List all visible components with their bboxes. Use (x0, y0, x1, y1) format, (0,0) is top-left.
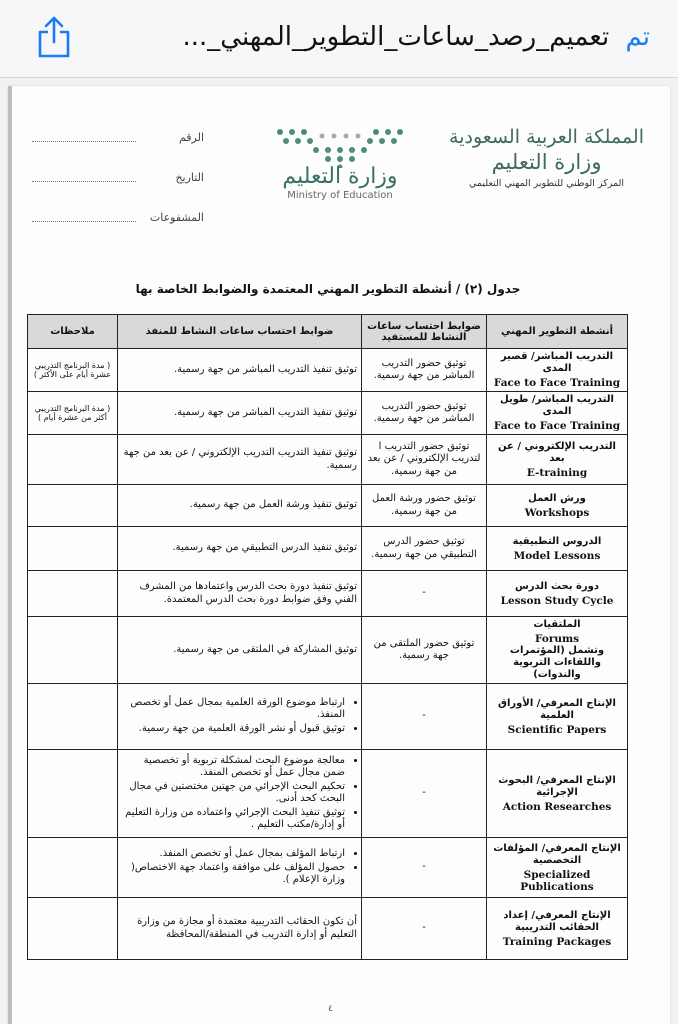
list-item: • توثيق تنفيذ البحث الإجرائي واعتماده من وزارة التعليم أو إدارة/مكتب التعليم . (122, 807, 345, 831)
notes-cell (28, 898, 118, 960)
beneficiary-cell: توثيق حضور التدريب المباشر من جهة رسمية. (362, 392, 487, 435)
document-title-bar (90, 22, 650, 52)
activity-arabic: الدروس التطبيقية (512, 535, 602, 547)
header-activity: أنشطة التطوير المهني (487, 315, 628, 349)
notes-cell: ( مدة البرنامج التدريبي أكثر من عشرة أيام ) (28, 392, 118, 435)
activity-english: Forums (534, 633, 580, 645)
executor-cell: توثيق تنفيذ الدرس التطبيقي من جهة رسمية. (118, 527, 362, 571)
table-row (28, 485, 628, 527)
activity-cell (487, 485, 628, 527)
beneficiary-cell: - (362, 838, 487, 898)
number-label: الرقم (178, 130, 204, 144)
attachments-field (32, 206, 204, 228)
activity-english: Training Packages (502, 935, 612, 948)
date-label: التاريخ (175, 170, 204, 184)
activity-arabic: الإنتاج المعرفي/ الأوراق العلمية (498, 697, 616, 721)
executor-cell: توثيق تنفيذ التدريب التدريب الإلكتروني / عن بعد من جهة رسمية. (118, 435, 362, 485)
activity-cell (487, 571, 628, 617)
done-button[interactable]: تم (625, 22, 650, 52)
notes-cell: ( مدة البرنامج التدريبي عشرة أيام على الأكثر ) (28, 349, 118, 392)
document-title: تعميم_رصد_ساعات_التطوير_المهني_... (182, 22, 610, 52)
executor-cell: توثيق تنفيذ دورة بحث الدرس واعتمادها من المشرف الفني وفق ضوابط دورة بحث الدرس المعتمدة. (118, 571, 362, 617)
table-row (28, 898, 628, 960)
activity-cell (487, 527, 628, 571)
activity-english: Workshops (524, 506, 590, 519)
executor-cell: توثيق تنفيذ التدريب المباشر من جهة رسمية. (118, 349, 362, 392)
notes-cell (28, 527, 118, 571)
date-field (32, 166, 204, 188)
list-item: • توثيق قبول أو نشر الورقة العلمية من جهة رسمية. (122, 723, 345, 735)
table-row (28, 571, 628, 617)
activity-english: Specialized Publications (520, 868, 594, 893)
list-item: • ارتباط موضوع الورقة العلمية بمجال عمل أو تخصص المنفذ. (122, 697, 345, 721)
notes-cell (28, 750, 118, 838)
table-row (28, 750, 628, 838)
number-field (32, 126, 204, 148)
activity-arabic: الإنتاج المعرفي/ البحوث الإجرائية (498, 774, 616, 798)
list-item: • ارتباط المؤلف بمجال عمل أو تخصص المنفذ. (122, 848, 345, 860)
executor-cell (118, 750, 362, 838)
executor-cell: توثيق تنفيذ التدريب المباشر من جهة رسمية. (118, 392, 362, 435)
activity-cell (487, 392, 628, 435)
activity-english: Scientific Papers (507, 723, 607, 736)
notes-cell (28, 435, 118, 485)
activity-arabic: التدريب المباشر/ قصير المدى (500, 351, 614, 374)
dotted-line (32, 132, 136, 142)
table-row (28, 392, 628, 435)
ministry-logo (230, 126, 450, 236)
executor-cell: أن تكون الحقائب التدريبية معتمدة أو مجازة من وزارة التعليم أو إدارة التدريب في المنطقة/المحافظة (118, 898, 362, 960)
page-number: ٤ (328, 1004, 333, 1014)
share-icon (34, 14, 74, 60)
executor-cell: توثيق المشاركة في الملتقى من جهة رسمية. (118, 617, 362, 684)
beneficiary-cell: توثيق حضور الملتقى من جهة رسمية. (362, 617, 487, 684)
activity-english: Model Lessons (513, 549, 601, 562)
activity-english: E-training (526, 466, 588, 479)
table-row (28, 527, 628, 571)
activity-arabic: التدريب الإلكتروني / عن بعد (498, 440, 616, 464)
share-button[interactable] (34, 14, 74, 60)
kingdom-name: المملكة العربية السعودية (449, 126, 644, 148)
activity-arabic-note: وتشمل (المؤتمرات واللقاءات التربوية والندوات) (509, 645, 605, 680)
activities-table (27, 314, 628, 960)
beneficiary-cell: توثيق حضور ورشة العمل من جهة رسمية. (362, 485, 487, 527)
activity-cell (487, 435, 628, 485)
beneficiary-cell: توثيق حضور التدريب المباشر من جهة رسمية. (362, 349, 487, 392)
activity-arabic: الإنتاج المعرفي/ إعداد الحقائب التدريبية (503, 909, 611, 933)
activity-english: Action Researches (502, 800, 612, 813)
activity-arabic: دورة بحث الدرس (514, 580, 600, 592)
reference-fields (32, 126, 204, 246)
dotted-line (32, 172, 136, 182)
executor-cell (118, 684, 362, 750)
viewer-toolbar (0, 0, 678, 78)
table-row (28, 349, 628, 392)
beneficiary-cell: توثيق حضور الدرس التطبيقي من جهة رسمية. (362, 527, 487, 571)
notes-cell (28, 617, 118, 684)
header-executor: ضوابط احتساب ساعات النشاط للمنفذ (118, 315, 362, 349)
attachments-label: المشفوعات (149, 210, 204, 224)
activity-cell (487, 617, 628, 684)
executor-list (122, 697, 357, 735)
notes-cell (28, 485, 118, 527)
activity-cell (487, 349, 628, 392)
list-item: • تحكيم البحث الإجرائي من جهتين مختصتين في مجال البحث كحد أدنى. (122, 781, 345, 805)
table-row (28, 435, 628, 485)
beneficiary-cell: - (362, 684, 487, 750)
executor-cell (118, 838, 362, 898)
ministry-logo-icon (265, 126, 415, 168)
activity-arabic: الإنتاج المعرفي/ المؤلفات التخصصية (493, 842, 621, 866)
activity-arabic: التدريب المباشر/ طويل المدى (500, 394, 614, 417)
table-header-row (28, 315, 628, 349)
dotted-line (32, 212, 136, 222)
executor-list (122, 848, 357, 886)
letterhead-arabic (449, 126, 644, 189)
table-row (28, 684, 628, 750)
header-beneficiary: ضوابط احتساب ساعات النشاط للمستفيد (362, 315, 487, 349)
beneficiary-cell: - (362, 750, 487, 838)
executor-cell: توثيق تنفيذ ورشة العمل من جهة رسمية. (118, 485, 362, 527)
table-caption: جدول (٢) / أنشطة التطوير المهني المعتمدة والضوابط الخاصة بها (135, 282, 521, 296)
activity-english: Lesson Study Cycle (500, 594, 614, 607)
activity-cell (487, 838, 628, 898)
activity-cell (487, 898, 628, 960)
activity-cell (487, 684, 628, 750)
logo-english-text: Ministry of Education (287, 190, 393, 201)
list-item: • حصول المؤلف على موافقة واعتماد جهة الاختصاص( وزارة الإعلام ). (122, 862, 345, 886)
notes-cell (28, 684, 118, 750)
notes-cell (28, 571, 118, 617)
list-item: • معالجة موضوع البحث لمشكلة تربوية أو تخصصية ضمن مجال عمل أو تخصص المنفذ. (122, 755, 345, 779)
header-notes: ملاحظات (28, 315, 118, 349)
center-name: المركز الوطني للتطوير المهني التعليمي (469, 178, 625, 189)
beneficiary-cell: - (362, 898, 487, 960)
beneficiary-cell: توثيق حضور التدريب ا لتدريب الإلكتروني / عن بعد من جهة رسمية. (362, 435, 487, 485)
page-edge (8, 86, 12, 1024)
ministry-name: وزارة التعليم (491, 150, 602, 174)
beneficiary-cell: - (362, 571, 487, 617)
activity-english: Face to Face Training (493, 420, 621, 432)
document-page (8, 86, 670, 1024)
table-row (28, 617, 628, 684)
activity-english: Face to Face Training (493, 377, 621, 389)
activity-cell (487, 750, 628, 838)
activity-arabic: ورش العمل (528, 492, 586, 504)
table-row (28, 838, 628, 898)
activity-arabic: الملتقيات (533, 619, 581, 630)
executor-list (122, 755, 357, 831)
logo-arabic-text: وزارة التعليم (282, 164, 398, 189)
notes-cell (28, 838, 118, 898)
